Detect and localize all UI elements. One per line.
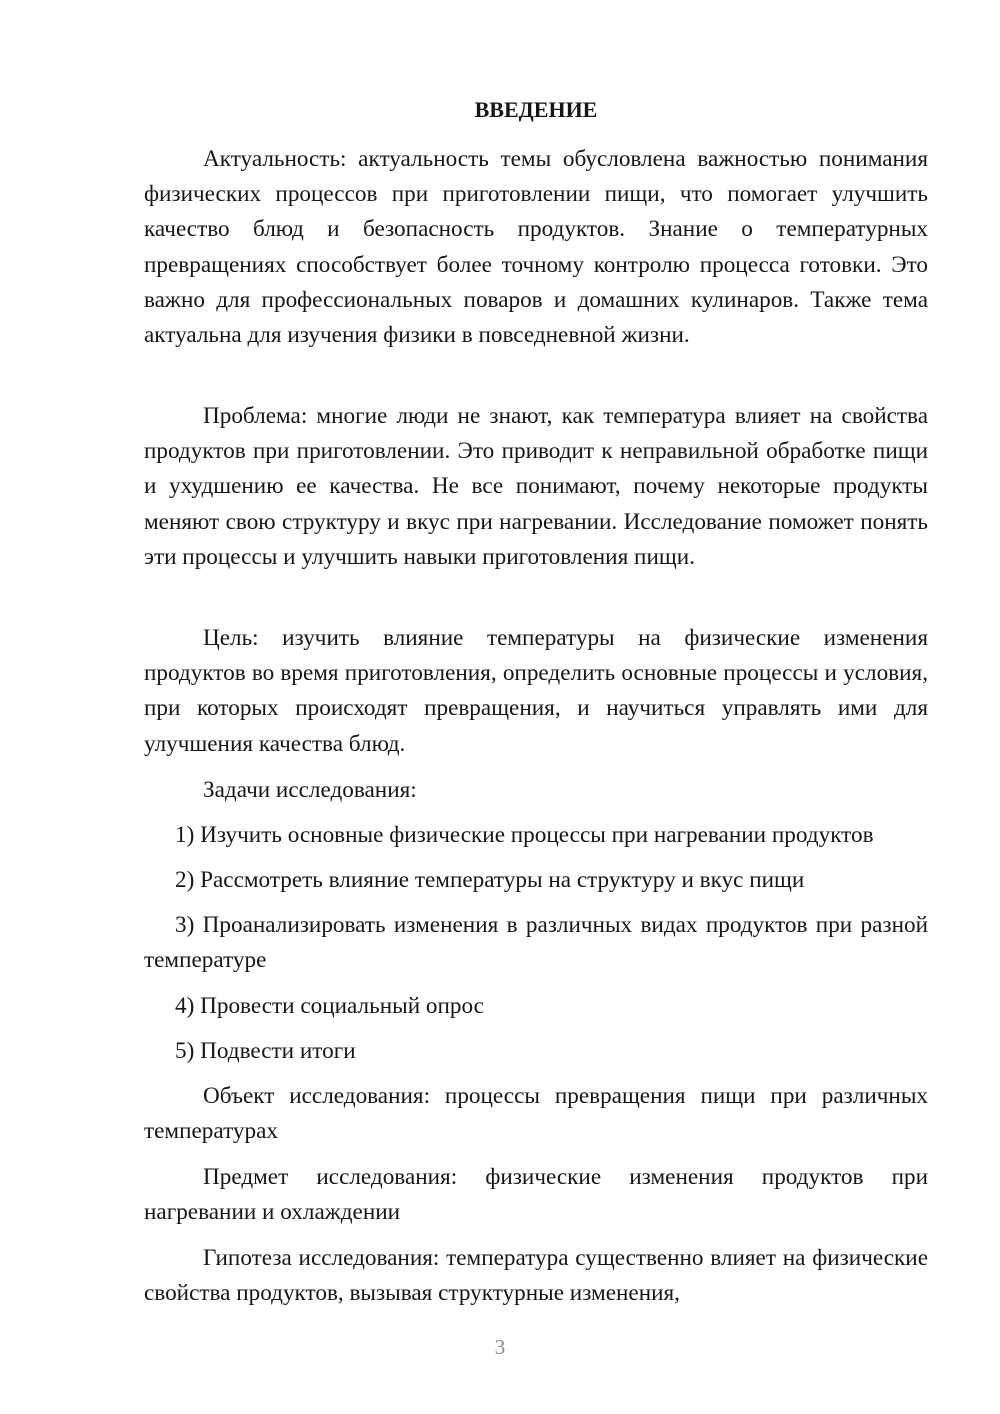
problem-paragraph: Проблема: многие люди не знают, как температура влияет на свойства продуктов при приготовлении. Это приводит к неправильной обработке пищи и ухудшению ее качества. Не все понимают, почему некоторые продукты меняют свою структуру и вкус при нагревании. Исследование поможет понять эти процессы и улучшить навыки приготовления пищи. — [144, 403, 928, 570]
tasks-heading: Задачи исследования: — [203, 777, 417, 803]
task-item-4: 4) Провести социальный опрос — [175, 993, 484, 1019]
task-item-2: 2) Рассмотреть влияние температуры на структуру и вкус пищи — [175, 867, 805, 893]
object-paragraph: Объект исследования: процессы превращения пищи при различных температурах — [144, 1083, 928, 1145]
hypothesis-paragraph: Гипотеза исследования: температура существенно влияет на физические свойства продуктов, вызывая структурные изменения, — [144, 1245, 928, 1307]
task-item-3: 3) Проанализировать изменения в различных видах продуктов при разной температуре — [144, 912, 928, 974]
goal-paragraph: Цель: изучить влияние температуры на физические изменения продуктов во время приготовления, определить основные процессы и условия, при которых происходят превращения, и научиться управлять ими для улучшения качества блюд. — [144, 625, 928, 757]
task-item-1: 1) Изучить основные физические процессы при нагревании продуктов — [175, 822, 874, 848]
page-number: 3 — [494, 1335, 506, 1359]
task-item-5: 5) Подвести итоги — [175, 1038, 356, 1064]
subject-paragraph: Предмет исследования: физические изменения продуктов при нагревании и охлаждении — [144, 1164, 928, 1226]
relevance-paragraph: Актуальность: актуальность темы обусловлена важностью понимания физических процессов при приготовлении пищи, что помогает улучшить качество блюд и безопасность продуктов. Знание о температурных превращениях способствует более точному контролю процесса готовки. Это важно для профессиональных поваров и домашних кулинаров. Также тема актуальна для изучения физики в повседневной жизни. — [144, 146, 928, 349]
page-title: ВВЕДЕНИЕ — [474, 97, 598, 122]
